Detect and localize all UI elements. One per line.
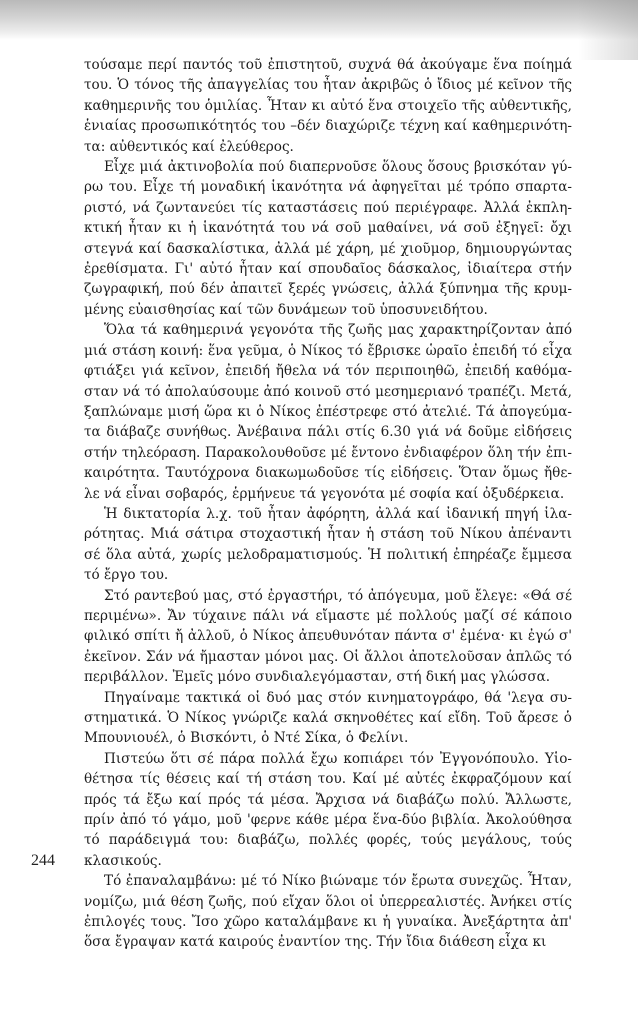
scan-top-shadow (0, 0, 638, 40)
paragraph-7: Πιστεύω ὅτι σέ πάρα πολλά ἔχω κοπιάρει τόν Ἐγγονόπουλο. Υἱοθέτησα τίς θέσεις καί τή στάση του. Καί μέ αὐτές ἐκφραζόμουν καί πρός τά ἔξω καί πρός τά μέσα. Ἄρχισα νά διαβάζω πολύ. Ἄλλωστε, πρίν ἀπό τό γάμο, μοῦ 'φερνε κάθε μέρα ἕνα-δύο βιβλία. Ἀκολούθησα τό παράδειγμά του: διαβάζω, πολλές φορές, τούς μεγάλους, τούς κλασικούς. (84, 750, 572, 869)
paragraph-3: Ὅλα τά καθημερινά γεγονότα τῆς ζωῆς μας χαρακτηρίζονταν ἀπό μιά στάση κοινή: ἕνα γεῦμα, ὁ Νίκος τό ἔβρισκε ὡραῖο ἐπειδή τό εἶχα φτιάξει γιά κεῖνον, ἐπειδή ἤθελα νά τόν περιποιηθῶ, ἐπειδή καθόμασταν νά τό ἀπολαύσουμε ἀπό κοινοῦ στό μεσημεριανό τραπέζι. Μετά, ξαπλώναμε μισή ὥρα κι ὁ Νίκος ἐπέστρεφε στό ἀτελιέ. Τά ἀπογεύματα διάβαζε συνήθως. Ἀνέβαινα πάλι στίς 6.30 γιά νά δοῦμε εἰδήσεις στήν τηλεόραση. Παρακολουθοῦσε μέ ἔντονο ἐνδιαφέρον ὅλη τήν ἐπικαιρότητα. Ταυτόχρονα διακωμωδοῦσε τίς εἰδήσεις. Ὅταν ὅμως ἤθελε νά εἶναι σοβαρός, ἑρμήνευε τά γεγονότα μέ σοφία καί ὀξυδέρκεια. (84, 322, 572, 502)
paragraph-1: τούσαμε περί παντός τοῦ ἐπιστητοῦ, συχνά θά ἀκούγαμε ἕνα ποίημά του. Ὁ τόνος τῆς ἀπαγγελίας του ἦταν ἀκριβῶς ὁ ἴδιος μέ κεῖνον τῆς καθημερινῆς του ὁμιλίας. Ἦταν κι αὐτό ἕνα στοιχεῖο τῆς αὐθεντικῆς, ἑνιαίας προσωπικότητός του –δέν διαχώριζε τέχνη καί καθημερινότητα: αὐθεντικός καί ἐλεύθερος. (84, 57, 572, 155)
scan-corner-shadow (578, 0, 638, 60)
paragraph-6: Πηγαίναμε τακτικά οἱ δυό μας στόν κινηματογράφο, θά 'λεγα συστηματικά. Ὁ Νίκος γνώριζε καλά σκηνοθέτες καί εἴδη. Τοῦ ἄρεσε ὁ Μπουνιουέλ, ὁ Βισκόντι, ὁ Ντέ Σίκα, ὁ Φελίνι. (84, 689, 572, 747)
paragraph-2: Εἶχε μιά ἀκτινοβολία πού διαπερνοῦσε ὅλους ὅσους βρισκόταν γύρω του. Εἶχε τή μοναδική ἱκανότητα νά ἀφηγεῖται μέ τρόπο σπαρταριστό, νά ζωντανεύει τίς καταστάσεις πού περιέγραφε. Ἀλλά ἐκπληκτική ἦταν κι ἡ ἱκανότητά του νά σοῦ μαθαίνει, νά σοῦ ἐξηγεῖ: ὄχι στεγνά καί δασκαλίστικα, ἀλλά μέ χάρη, μέ χιοῦμορ, δημιουργώντας ἐρεθίσματα. Γι' αὐτό ἦταν καί σπουδαῖος δάσκαλος, ἰδιαίτερα στήν ζωγραφική, πού δέν ἀπαιτεῖ ξερές γνώσεις, ἀλλά ξύπνημα τῆς κρυμμένης εὐαισθησίας καί τῶν δυνάμεων τοῦ ὑποσυνειδήτου. (84, 159, 572, 318)
paragraph-5: Στό ραντεβού μας, στό ἐργαστήρι, τό ἀπόγευμα, μοῦ ἔλεγε: «Θά σέ περιμένω». Ἄν τύχαινε πάλι νά εἴμαστε μέ πολλούς μαζί σέ κάποιο φιλικό σπίτι ἤ ἀλλοῦ, ὁ Νίκος ἀπευθυνόταν πάντα σ' ἐμένα· κι ἐγώ σ' ἐκεῖνον. Σάν νά ἤμασταν μόνοι μας. Οἱ ἄλλοι ἀποτελοῦσαν ἁπλῶς τό περιβάλλον. Ἐμεῖς μόνο συνδιαλεγόμασταν, στή δική μας γλώσσα. (84, 587, 572, 686)
paragraph-8: Τό ἐπαναλαμβάνω: μέ τό Νίκο βιώναμε τόν ἔρωτα συνεχῶς. Ἦταν, νομίζω, μιά θέση ζωῆς, πού εἴχαν ὅλοι οἱ ὑπερρεαλιστές. Ἀνήκει στίς ἐπιλογές τους. Ἴσο χῶρο καταλάμβανε κι ἡ γυναίκα. Ἀνεξάρτητα ἀπ' ὅσα ἔγραψαν κατά καιρούς ἐναντίον της. Τήν ἴδια διάθεση εἶχα κι (84, 873, 572, 951)
body-text (84, 55, 572, 953)
page-number: 244 (31, 852, 55, 869)
paragraph-4: Ἡ δικτατορία λ.χ. τοῦ ἦταν ἀφόρητη, ἀλλά καί ἰδανική πηγή ἱλαρότητας. Μιά σάτιρα στοχαστική ἦταν ἡ στάση τοῦ Νίκου ἀπέναντι σέ ὅλα αὐτά, χωρίς μελοδραματισμούς. Ἡ πολιτική ἐπηρέαζε ἔμμεσα τό ἔργο του. (84, 505, 572, 584)
